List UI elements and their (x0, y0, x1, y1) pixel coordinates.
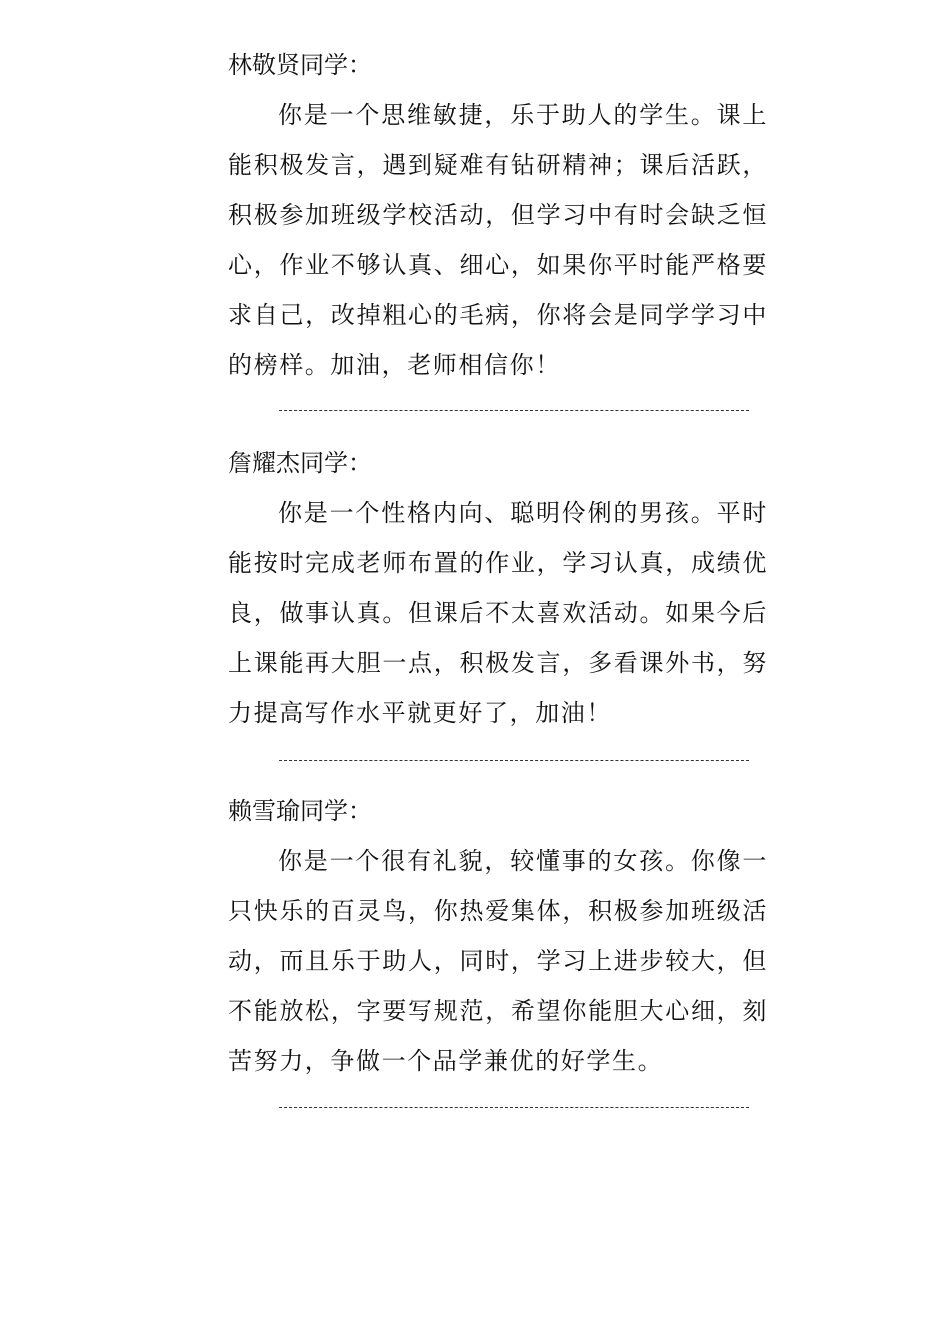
section-divider (279, 760, 749, 761)
student-salutation: 詹耀杰同学： (228, 449, 372, 477)
comment-body: 你是一个思维敏捷，乐于助人的学生。课上能积极发言，遇到疑难有钻研精神；课后活跃，积极参加班级学校活动，但学习中有时会缺乏恒心，作业不够认真、细心，如果你平时能严格要求自己，改掉粗心的毛病，你将会是同学学习中的榜样。加油，老师相信你！ (228, 101, 768, 379)
comment-body: 你是一个性格内向、聪明伶俐的男孩。平时能按时完成老师布置的作业，学习认真，成绩优良，做事认真。但课后不太喜欢活动。如果今后上课能再大胆一点，积极发言，多看课外书，努力提高写作水平就更好了，加油！ (228, 499, 768, 727)
comment-section-1 (228, 40, 768, 390)
comment-section-3 (228, 786, 768, 1086)
section-divider (279, 410, 749, 411)
student-salutation: 赖雪瑜同学： (228, 797, 372, 825)
section-divider (279, 1107, 749, 1108)
student-salutation: 林敬贤同学： (228, 51, 372, 79)
comment-body: 你是一个很有礼貌，较懂事的女孩。你像一只快乐的百灵鸟，你热爱集体，积极参加班级活动，而且乐于助人，同时，学习上进步较大，但不能放松，字要写规范，希望你能胆大心细，刻苦努力，争做一个品学兼优的好学生。 (228, 847, 768, 1075)
comment-section-2 (228, 438, 768, 738)
